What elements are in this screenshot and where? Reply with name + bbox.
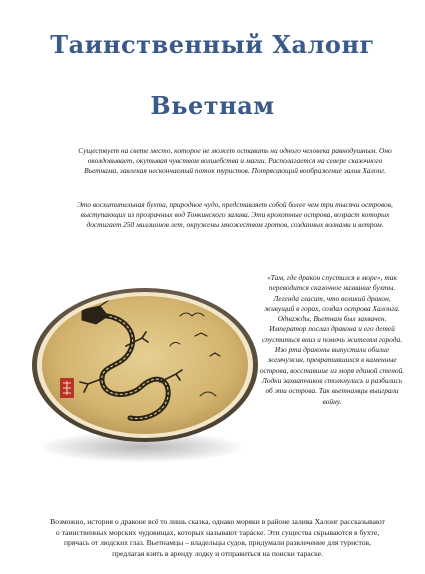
legend-paragraph: «Там, где дракон спустился в море», так переводится сказочное название бухты. Легенда гласит, что великий дракон, живущий в горах, создал острова Халонга. Однажды, Вьетнам был захвачен. Император послал дракона и его детей спуститься вниз и помочь жителям города. Изо рта драконы выпустили обилие жемчужин, превратившихся в каменные острова, восставшие из моря единой стеной. Лодки захватчиков столкнулись и разбились об эти острова. Так вьетнамцы выиграли войну. — [259, 273, 405, 406]
intro-paragraph: Существует на свете место, которое не может оставить ни одного человека равнодушным. Оно околдовывает, окутывая чувством волшебства и магии. Располагается на севере сказочного Вьетнама, завлекая нескончаемый поток туристов. Потрясающий воображение залив Халонг. — [78, 146, 392, 175]
dragon-plate-icon — [30, 286, 260, 444]
seal-icon — [60, 378, 74, 398]
bay-paragraph: Это восхитительная бухта, природное чудо, представляет собой более чем три тысячи островов, выступающих из прозрачных вод Тонкинского залива. Эти крохотные острова, возраст которых достигает 250 миллионов лет, окружены множеством гротов, созданных волнами и ветром. — [77, 200, 393, 229]
closing-paragraph: Возможно, история о драконе всё то лишь сказка, однако моряки в районе залива Халонг рассказывают о таинственных морских чудовищах, которых называют тараске. Эти существа скрываются в бухте, прячась от людских глаз. Вьетнамцы – владельцы судов, придумали развлечение для туристов, предлагая взять в аренду лодку и отправиться на поиски тараске. — [50, 517, 385, 558]
page-title: Таинственный Халонг — [50, 30, 375, 59]
page-subtitle: Вьетнам — [150, 91, 275, 120]
